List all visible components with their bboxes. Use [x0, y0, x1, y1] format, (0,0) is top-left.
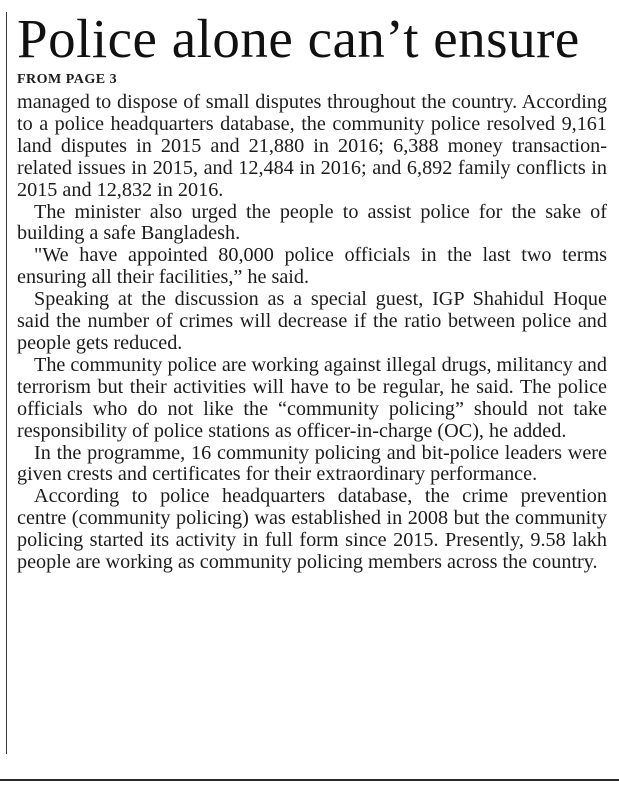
paragraph-community-police-work: The community police are working against illegal drugs, militancy and terrorism but their activities will have to be regular, he said. The police officials who do not like the “community policing” should not take responsibility of police stations as officer-in-charge (OC), he added. [17, 353, 607, 442]
paragraph-dispute-statistics: managed to dispose of small disputes throughout the country. According to a police headquarters database, the community police resolved 9,161 land disputes in 2015 and 21,880 in 2016; 6,388 money transaction-related issues in 2015, and 12,484 in 2016; and 6,892 family conflicts in 2015 and 12,832 in 2016. [17, 91, 607, 201]
paragraph-minister-appeal: The minister also urged the people to assist police for the sake of building a safe Bangladesh. [17, 200, 607, 245]
news-article [17, 8, 607, 574]
paragraph-programme-awards: In the programme, 16 community policing and bit-police leaders were given crests and certificates for their extraordinary performance. [17, 441, 607, 486]
headline: Police alone can’t ensure [17, 8, 580, 69]
article-body [17, 92, 607, 574]
continued-from-label: FROM PAGE 3 [17, 72, 118, 87]
paragraph-crime-prevention-centre: According to police headquarters database, the crime prevention centre (community policing) was established in 2008 but the community policing started its activity in full form since 2015. Presently, 9.58 lakh people are working as community policing members across the country. [17, 485, 607, 574]
paragraph-igp-statement: Speaking at the discussion as a special guest, IGP Shahidul Hoque said the number of crimes will decrease if the ratio between police and people gets reduced. [17, 288, 607, 354]
bottom-divider [0, 779, 619, 781]
paragraph-quote-officials: "We have appointed 80,000 police officials in the last two terms ensuring all their facilities,” he said. [17, 244, 607, 289]
left-column-rule [6, 12, 7, 754]
